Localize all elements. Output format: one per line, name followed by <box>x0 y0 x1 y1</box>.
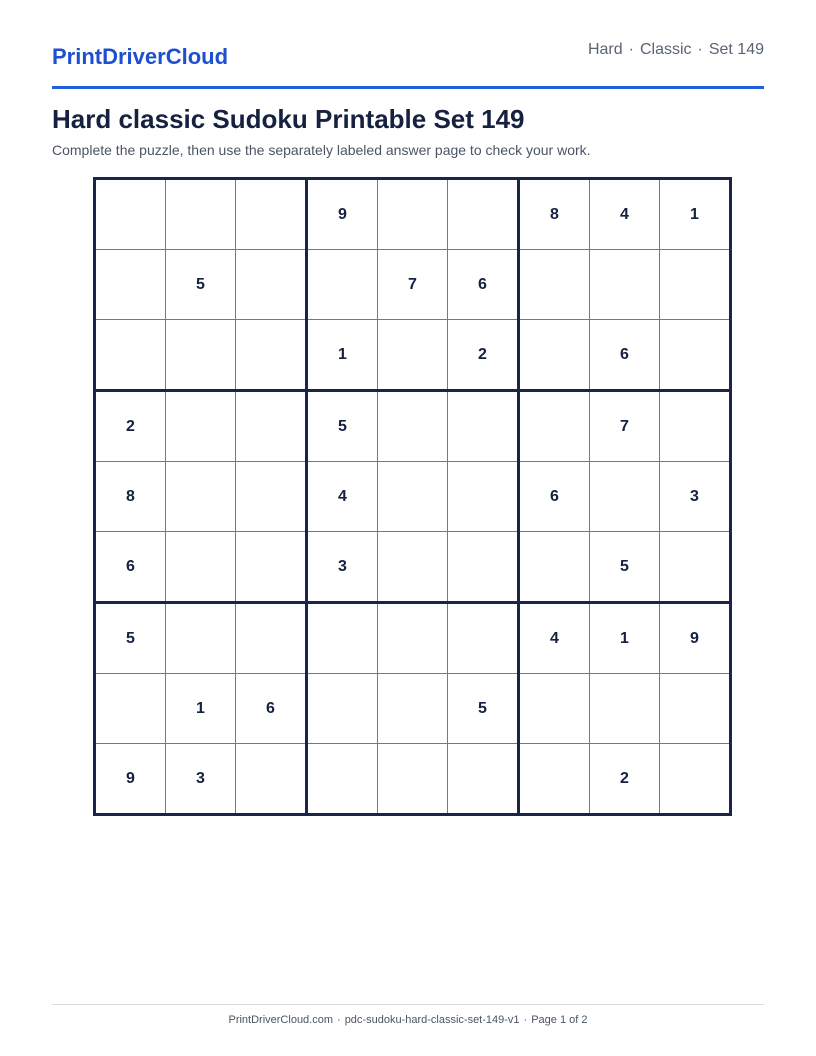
empty-cell[interactable] <box>448 179 519 250</box>
empty-cell[interactable] <box>660 320 731 391</box>
empty-cell[interactable] <box>378 674 448 744</box>
difficulty-label: Hard <box>587 41 623 58</box>
empty-cell[interactable] <box>448 744 519 815</box>
given-cell: 2 <box>448 320 519 391</box>
given-cell: 1 <box>166 674 236 744</box>
empty-cell[interactable] <box>448 603 519 674</box>
empty-cell[interactable] <box>236 462 307 532</box>
empty-cell[interactable] <box>519 250 590 320</box>
empty-cell[interactable] <box>590 250 660 320</box>
empty-cell[interactable] <box>590 674 660 744</box>
meta-separator: · <box>628 41 634 58</box>
empty-cell[interactable] <box>519 744 590 815</box>
given-cell: 5 <box>166 250 236 320</box>
empty-cell[interactable] <box>519 391 590 462</box>
footer-site[interactable]: PrintDriverCloud.com <box>228 1014 334 1026</box>
given-cell: 1 <box>307 320 378 391</box>
given-cell: 8 <box>95 462 166 532</box>
set-label: Set 149 <box>708 41 764 58</box>
given-cell: 5 <box>95 603 166 674</box>
empty-cell[interactable] <box>166 179 236 250</box>
given-cell: 6 <box>95 532 166 603</box>
empty-cell[interactable] <box>448 462 519 532</box>
puzzle-meta <box>588 41 764 59</box>
empty-cell[interactable] <box>236 744 307 815</box>
style-label: Classic <box>639 41 692 58</box>
empty-cell[interactable] <box>660 250 731 320</box>
sudoku-grid <box>93 177 732 816</box>
footer-code: pdc-sudoku-hard-classic-set-149-v1 <box>344 1014 520 1026</box>
empty-cell[interactable] <box>590 462 660 532</box>
sudoku-row <box>95 744 731 815</box>
empty-cell[interactable] <box>378 179 448 250</box>
page-header <box>52 36 764 89</box>
empty-cell[interactable] <box>236 320 307 391</box>
sudoku-row <box>95 250 731 320</box>
sudoku-row <box>95 391 731 462</box>
given-cell: 6 <box>590 320 660 391</box>
sudoku-row <box>95 603 731 674</box>
empty-cell[interactable] <box>448 532 519 603</box>
given-cell: 6 <box>236 674 307 744</box>
given-cell: 5 <box>307 391 378 462</box>
brand-logo[interactable]: PrintDriverCloud <box>52 44 229 69</box>
empty-cell[interactable] <box>236 391 307 462</box>
empty-cell[interactable] <box>519 674 590 744</box>
empty-cell[interactable] <box>236 250 307 320</box>
footer-page-number: Page 1 of 2 <box>531 1014 588 1026</box>
given-cell: 4 <box>590 179 660 250</box>
given-cell: 2 <box>95 391 166 462</box>
empty-cell[interactable] <box>95 179 166 250</box>
footer-separator: · <box>523 1014 528 1026</box>
given-cell: 1 <box>590 603 660 674</box>
meta-separator: · <box>697 41 703 58</box>
page-subtitle: Complete the puzzle, then use the separately labeled answer page to check your work. <box>52 142 591 158</box>
given-cell: 5 <box>448 674 519 744</box>
given-cell: 4 <box>307 462 378 532</box>
empty-cell[interactable] <box>95 250 166 320</box>
empty-cell[interactable] <box>95 674 166 744</box>
empty-cell[interactable] <box>166 462 236 532</box>
empty-cell[interactable] <box>378 320 448 391</box>
given-cell: 9 <box>307 179 378 250</box>
page-title: Hard classic Sudoku Printable Set 149 <box>52 104 525 134</box>
given-cell: 4 <box>519 603 590 674</box>
sudoku-row <box>95 532 731 603</box>
empty-cell[interactable] <box>307 744 378 815</box>
empty-cell[interactable] <box>95 320 166 391</box>
empty-cell[interactable] <box>236 532 307 603</box>
sudoku-row <box>95 179 731 250</box>
empty-cell[interactable] <box>519 532 590 603</box>
empty-cell[interactable] <box>166 532 236 603</box>
empty-cell[interactable] <box>307 603 378 674</box>
given-cell: 3 <box>307 532 378 603</box>
given-cell: 7 <box>378 250 448 320</box>
sudoku-row <box>95 462 731 532</box>
given-cell: 6 <box>519 462 590 532</box>
empty-cell[interactable] <box>448 391 519 462</box>
footer-separator: · <box>337 1014 341 1026</box>
empty-cell[interactable] <box>166 391 236 462</box>
empty-cell[interactable] <box>166 603 236 674</box>
empty-cell[interactable] <box>378 603 448 674</box>
empty-cell[interactable] <box>378 532 448 603</box>
page-footer <box>52 1004 764 1026</box>
sudoku-row <box>95 320 731 391</box>
given-cell: 3 <box>660 462 731 532</box>
given-cell: 8 <box>519 179 590 250</box>
given-cell: 9 <box>95 744 166 815</box>
empty-cell[interactable] <box>166 320 236 391</box>
given-cell: 1 <box>660 179 731 250</box>
given-cell: 3 <box>166 744 236 815</box>
given-cell: 6 <box>448 250 519 320</box>
empty-cell[interactable] <box>236 179 307 250</box>
empty-cell[interactable] <box>378 462 448 532</box>
sudoku-row <box>95 674 731 744</box>
given-cell: 5 <box>590 532 660 603</box>
empty-cell[interactable] <box>660 532 731 603</box>
empty-cell[interactable] <box>236 603 307 674</box>
given-cell: 2 <box>590 744 660 815</box>
given-cell: 9 <box>660 603 731 674</box>
empty-cell[interactable] <box>660 391 731 462</box>
empty-cell[interactable] <box>378 744 448 815</box>
empty-cell[interactable] <box>519 320 590 391</box>
empty-cell[interactable] <box>660 674 731 744</box>
given-cell: 7 <box>590 391 660 462</box>
empty-cell[interactable] <box>307 250 378 320</box>
empty-cell[interactable] <box>378 391 448 462</box>
empty-cell[interactable] <box>307 674 378 744</box>
empty-cell[interactable] <box>660 744 731 815</box>
